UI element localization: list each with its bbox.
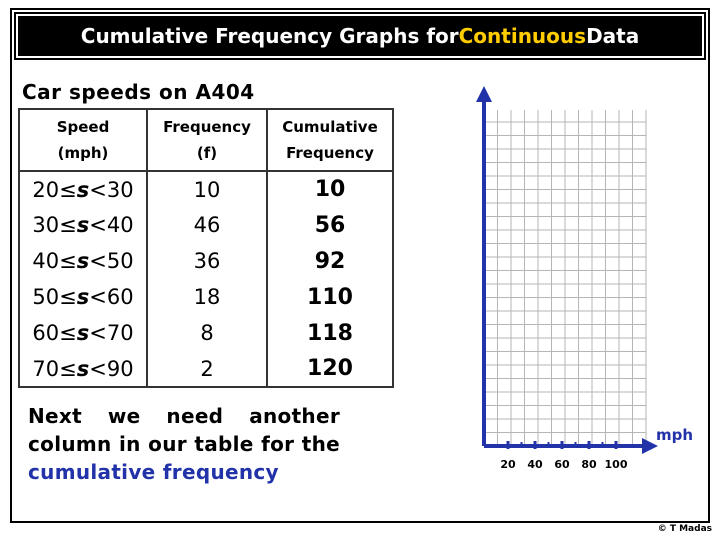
table-row [19, 171, 393, 207]
speed-lt: < [89, 213, 107, 237]
speed-lt: < [89, 321, 107, 345]
cumulative-cell: 120 [267, 351, 393, 387]
header-cumulative-line1: Cumulative [282, 118, 378, 136]
x-tick-label: 100 [604, 458, 628, 471]
header-frequency-line1: Frequency [163, 118, 251, 136]
table-row [19, 351, 393, 387]
speed-var: s [76, 321, 90, 345]
cumulative-cell: 10 [267, 171, 393, 207]
empty-graph-grid [460, 80, 710, 480]
table-body [19, 171, 393, 387]
speed-var: s [76, 249, 90, 273]
speed-cell [19, 243, 147, 279]
speed-le: ≤ [59, 321, 77, 345]
slide-title [16, 14, 704, 58]
speed-hi: 70 [106, 321, 134, 345]
speed-var: s [76, 213, 90, 237]
explanation-note [28, 402, 340, 486]
header-cumulative-line2: Frequency [286, 144, 374, 162]
speed-lo: 60 [32, 321, 60, 345]
frequency-table [18, 108, 394, 388]
header-speed [19, 109, 147, 171]
cumulative-cell: 56 [267, 207, 393, 243]
frequency-cell: 8 [147, 315, 267, 351]
speed-hi: 50 [106, 249, 134, 273]
speed-hi: 30 [106, 177, 134, 202]
speed-hi: 40 [106, 213, 134, 237]
x-tick-label: 60 [554, 458, 570, 471]
speed-hi: 90 [106, 356, 134, 381]
speed-var: s [76, 285, 90, 309]
cumulative-cell: 92 [267, 243, 393, 279]
title-text-start: Cumulative Frequency Graphs for [80, 24, 459, 48]
x-tick-label: 40 [527, 458, 543, 471]
speed-le: ≤ [59, 285, 77, 309]
header-frequency [147, 109, 267, 171]
frequency-cell: 2 [147, 351, 267, 387]
speed-lo: 20 [32, 177, 60, 202]
header-frequency-line2: (f) [196, 144, 218, 162]
table-row [19, 207, 393, 243]
table-row [19, 243, 393, 279]
header-speed-line2: (mph) [57, 144, 109, 162]
subtitle: Car speeds on A404 [22, 80, 255, 104]
grid-lines [484, 110, 646, 446]
speed-var: s [76, 177, 90, 202]
frequency-cell: 10 [147, 171, 267, 207]
speed-lt: < [89, 249, 107, 273]
frequency-cell: 46 [147, 207, 267, 243]
note-highlight: cumulative frequency [28, 460, 279, 484]
cumulative-cell: 110 [267, 279, 393, 315]
x-axis-label: mph [656, 426, 694, 444]
speed-cell [19, 171, 147, 207]
cumulative-cell: 118 [267, 315, 393, 351]
table-row [19, 315, 393, 351]
note-text: Next we need another column in our table for the [28, 404, 340, 456]
frequency-cell: 36 [147, 243, 267, 279]
header-speed-line1: Speed [56, 118, 110, 136]
title-text-end: Data [586, 24, 640, 48]
speed-hi: 60 [106, 285, 134, 309]
speed-lo: 30 [32, 213, 60, 237]
x-tick-label: 80 [581, 458, 597, 471]
speed-var: s [76, 356, 90, 381]
speed-lt: < [89, 177, 107, 202]
credit-text: © T Madas [657, 524, 712, 534]
speed-cell [19, 315, 147, 351]
speed-le: ≤ [59, 356, 77, 381]
speed-lt: < [89, 285, 107, 309]
speed-le: ≤ [59, 177, 77, 202]
x-tick-labels [500, 458, 627, 471]
speed-cell [19, 279, 147, 315]
speed-lo: 40 [32, 249, 60, 273]
table-row [19, 279, 393, 315]
speed-cell [19, 351, 147, 387]
title-highlight: Continuous [458, 24, 587, 48]
speed-lt: < [89, 356, 107, 381]
table-header-row [19, 109, 393, 171]
speed-le: ≤ [59, 213, 77, 237]
speed-cell [19, 207, 147, 243]
y-axis-arrow [476, 86, 492, 102]
speed-lo: 50 [32, 285, 60, 309]
speed-lo: 70 [32, 356, 60, 381]
header-cumulative [267, 109, 393, 171]
frequency-cell: 18 [147, 279, 267, 315]
x-tick-label: 20 [500, 458, 516, 471]
speed-le: ≤ [59, 249, 77, 273]
